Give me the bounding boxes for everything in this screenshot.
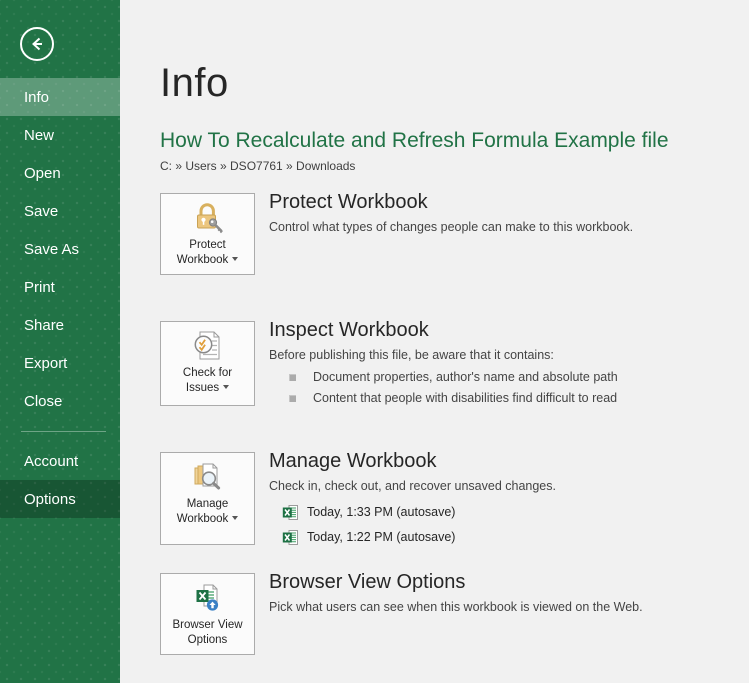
autosave-version-item[interactable]: Today, 1:22 PM (autosave): [282, 529, 556, 545]
lock-key-icon: [190, 198, 226, 238]
workbook-title: How To Recalculate and Refresh Formula Example file: [160, 129, 669, 152]
check-for-issues-button-label: Check for Issues: [182, 367, 233, 394]
square-bullet-icon: [289, 374, 296, 381]
list-item: Document properties, author's name and absolute path: [289, 369, 618, 385]
autosave-versions-list: [269, 504, 556, 545]
sidebar: [0, 0, 120, 683]
square-bullet-icon: [289, 395, 296, 402]
sidebar-item-export[interactable]: Export: [24, 354, 68, 372]
sidebar-menu: [0, 78, 120, 518]
inspect-findings-list: [269, 369, 618, 406]
info-sections: [160, 193, 729, 655]
sidebar-item-new[interactable]: New: [24, 126, 55, 144]
inspect-document-icon: [190, 326, 226, 366]
manage-workbook-description: Check in, check out, and recover unsaved changes.: [269, 479, 556, 493]
manage-workbook-button-label: Manage Workbook: [177, 497, 239, 527]
inspect-workbook-heading: Inspect Workbook: [269, 319, 429, 341]
dropdown-caret-icon: [223, 385, 229, 389]
page-title: Info: [160, 61, 229, 105]
browser-view-icon: [190, 578, 226, 618]
manage-versions-icon: [190, 457, 226, 497]
protect-workbook-button-label: Protect Workbook: [177, 238, 239, 268]
manage-workbook-heading: Manage Workbook: [269, 450, 437, 472]
check-for-issues-button[interactable]: [160, 321, 255, 406]
sidebar-item-account[interactable]: Account: [24, 452, 79, 470]
info-pane: [120, 0, 749, 683]
back-arrow-icon: [28, 35, 46, 53]
dropdown-caret-icon: [232, 257, 238, 261]
manage-workbook-button[interactable]: [160, 452, 255, 545]
inspect-workbook-description: Before publishing this file, be aware that it contains:: [269, 348, 554, 362]
browser-view-options-heading: Browser View Options: [269, 571, 466, 593]
autosave-version-item[interactable]: Today, 1:33 PM (autosave): [282, 504, 556, 520]
sidebar-item-share[interactable]: Share: [24, 316, 65, 334]
sidebar-item-info[interactable]: Info: [0, 78, 120, 116]
list-item: Content that people with disabilities find difficult to read: [289, 390, 618, 406]
excel-file-icon: [282, 504, 299, 521]
protect-workbook-button[interactable]: [160, 193, 255, 275]
protect-workbook-description: Control what types of changes people can make to this workbook.: [269, 220, 634, 234]
browser-view-options-button[interactable]: [160, 573, 255, 655]
browser-view-options-section: [160, 573, 729, 655]
sidebar-item-save-as[interactable]: Save As: [24, 240, 80, 258]
back-button[interactable]: [20, 27, 54, 61]
dropdown-caret-icon: [232, 516, 238, 520]
protect-workbook-heading: Protect Workbook: [269, 191, 428, 213]
inspect-workbook-section: [160, 321, 729, 406]
browser-view-options-description: Pick what users can see when this workbook is viewed on the Web.: [269, 600, 643, 614]
sidebar-item-options[interactable]: Options: [0, 480, 120, 518]
protect-workbook-section: [160, 193, 729, 275]
sidebar-divider: [21, 431, 106, 432]
browser-view-options-button-label: Browser View Options: [172, 619, 243, 646]
file-path-breadcrumb: C: » Users » DSO7761 » Downloads: [160, 159, 356, 173]
sidebar-item-save[interactable]: Save: [24, 202, 59, 220]
sidebar-item-close[interactable]: Close: [24, 392, 63, 410]
sidebar-item-print[interactable]: Print: [24, 278, 55, 296]
sidebar-item-open[interactable]: Open: [24, 164, 61, 182]
excel-file-icon: [282, 529, 299, 546]
manage-workbook-section: [160, 452, 729, 545]
